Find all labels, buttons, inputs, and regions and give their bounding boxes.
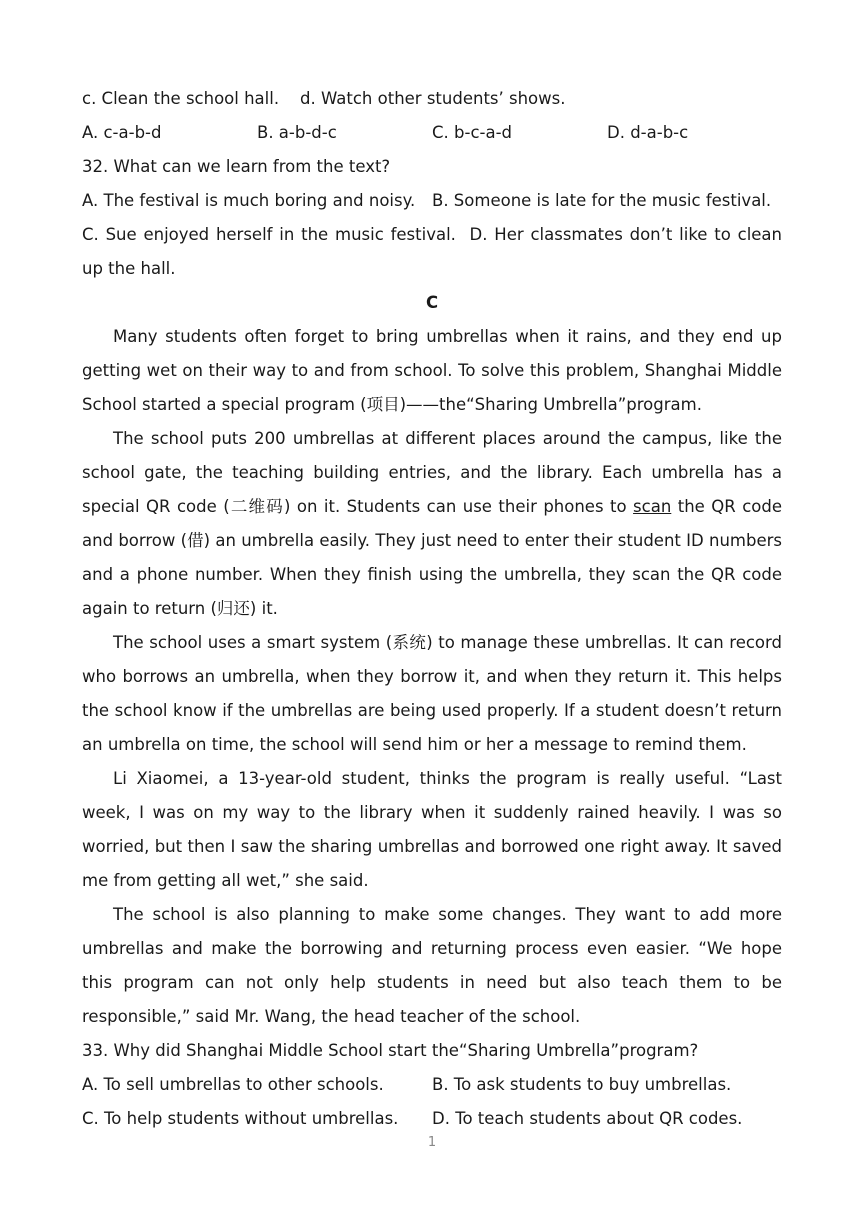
q33-question: 33. Why did Shanghai Middle School start the“Sharing Umbrella”program?	[82, 1041, 699, 1060]
passage-paragraph-2	[82, 422, 782, 626]
passage-c	[82, 320, 782, 1034]
q31-option-b: B. a-b-d-c	[257, 123, 337, 142]
q32-option-c: C. Sue enjoyed herself in the music festival.	[82, 225, 456, 244]
q33-option-a: A. To sell umbrellas to other schools.	[82, 1075, 384, 1094]
q32-options-row2	[82, 218, 782, 286]
passage-paragraph-4: Li Xiaomei, a 13-year-old student, thinks the program is really useful. “Last week, I was on my way to the library when it suddenly rained heavily. I was so worried, but then I saw the sharing umbrellas and borrowed one right away. It saved me from getting all wet,” she said.	[82, 769, 782, 890]
q33-options-row2	[82, 1102, 782, 1136]
q33-option-d: D. To teach students about QR codes.	[432, 1109, 743, 1128]
section-heading-c: C	[425, 293, 439, 312]
paragraph-2-text-b: the QR code and borrow (借) an umbrella easily. They just need to enter their student ID numbers and a phone number. When they finish using the umbrella, they scan the QR code again to return (归还) it.	[82, 497, 782, 618]
q32-question: 32. What can we learn from the text?	[82, 157, 391, 176]
q33-option-b: B. To ask students to buy umbrellas.	[432, 1075, 732, 1094]
underlined-word-scan: scan	[633, 497, 672, 516]
q31-options	[82, 116, 782, 150]
q32-options-row1	[82, 184, 782, 218]
q32-option-b: B. Someone is late for the music festival.	[432, 191, 772, 210]
passage-paragraph-3: The school uses a smart system (系统) to manage these umbrellas. It can record who borrows an umbrella, when they borrow it, and when they return it. This helps the school know if the umbrellas are being used properly. If a student doesn’t return an umbrella on time, the school will send him or her a message to remind them.	[82, 633, 782, 754]
q32-option-a: A. The festival is much boring and noisy.	[82, 191, 416, 210]
passage-paragraph-5: The school is also planning to make some changes. They want to add more umbrellas and make the borrowing and returning process even easier. “We hope this program can not only help students in need but also teach them to be responsible,” said Mr. Wang, the head teacher of the school.	[82, 905, 782, 1026]
q31-option-d: D. d-a-b-c	[607, 123, 689, 142]
q33-options-row1	[82, 1068, 782, 1102]
page-number: 1	[427, 1135, 437, 1150]
paragraph-2-text-a: The school puts 200 umbrellas at different places around the campus, like the school gate, the teaching building entries, and the library. Each umbrella has a special QR code (二维码) on it. Students can use their phones to	[82, 429, 782, 516]
passage-paragraph-1: Many students often forget to bring umbrellas when it rains, and they end up getting wet on their way to and from school. To solve this problem, Shanghai Middle School started a special program (项目)——the“Sharing Umbrella”program.	[82, 327, 782, 414]
document-page	[82, 82, 782, 1136]
q31-options-line-cd: c. Clean the school hall. d. Watch other students’ shows.	[82, 89, 566, 108]
q33-option-c: C. To help students without umbrellas.	[82, 1109, 399, 1128]
q32-option-d: D. Her classmates don’t like to clean up the hall.	[82, 225, 783, 278]
q31-option-c: C. b-c-a-d	[432, 123, 513, 142]
q31-option-a: A. c-a-b-d	[82, 123, 162, 142]
